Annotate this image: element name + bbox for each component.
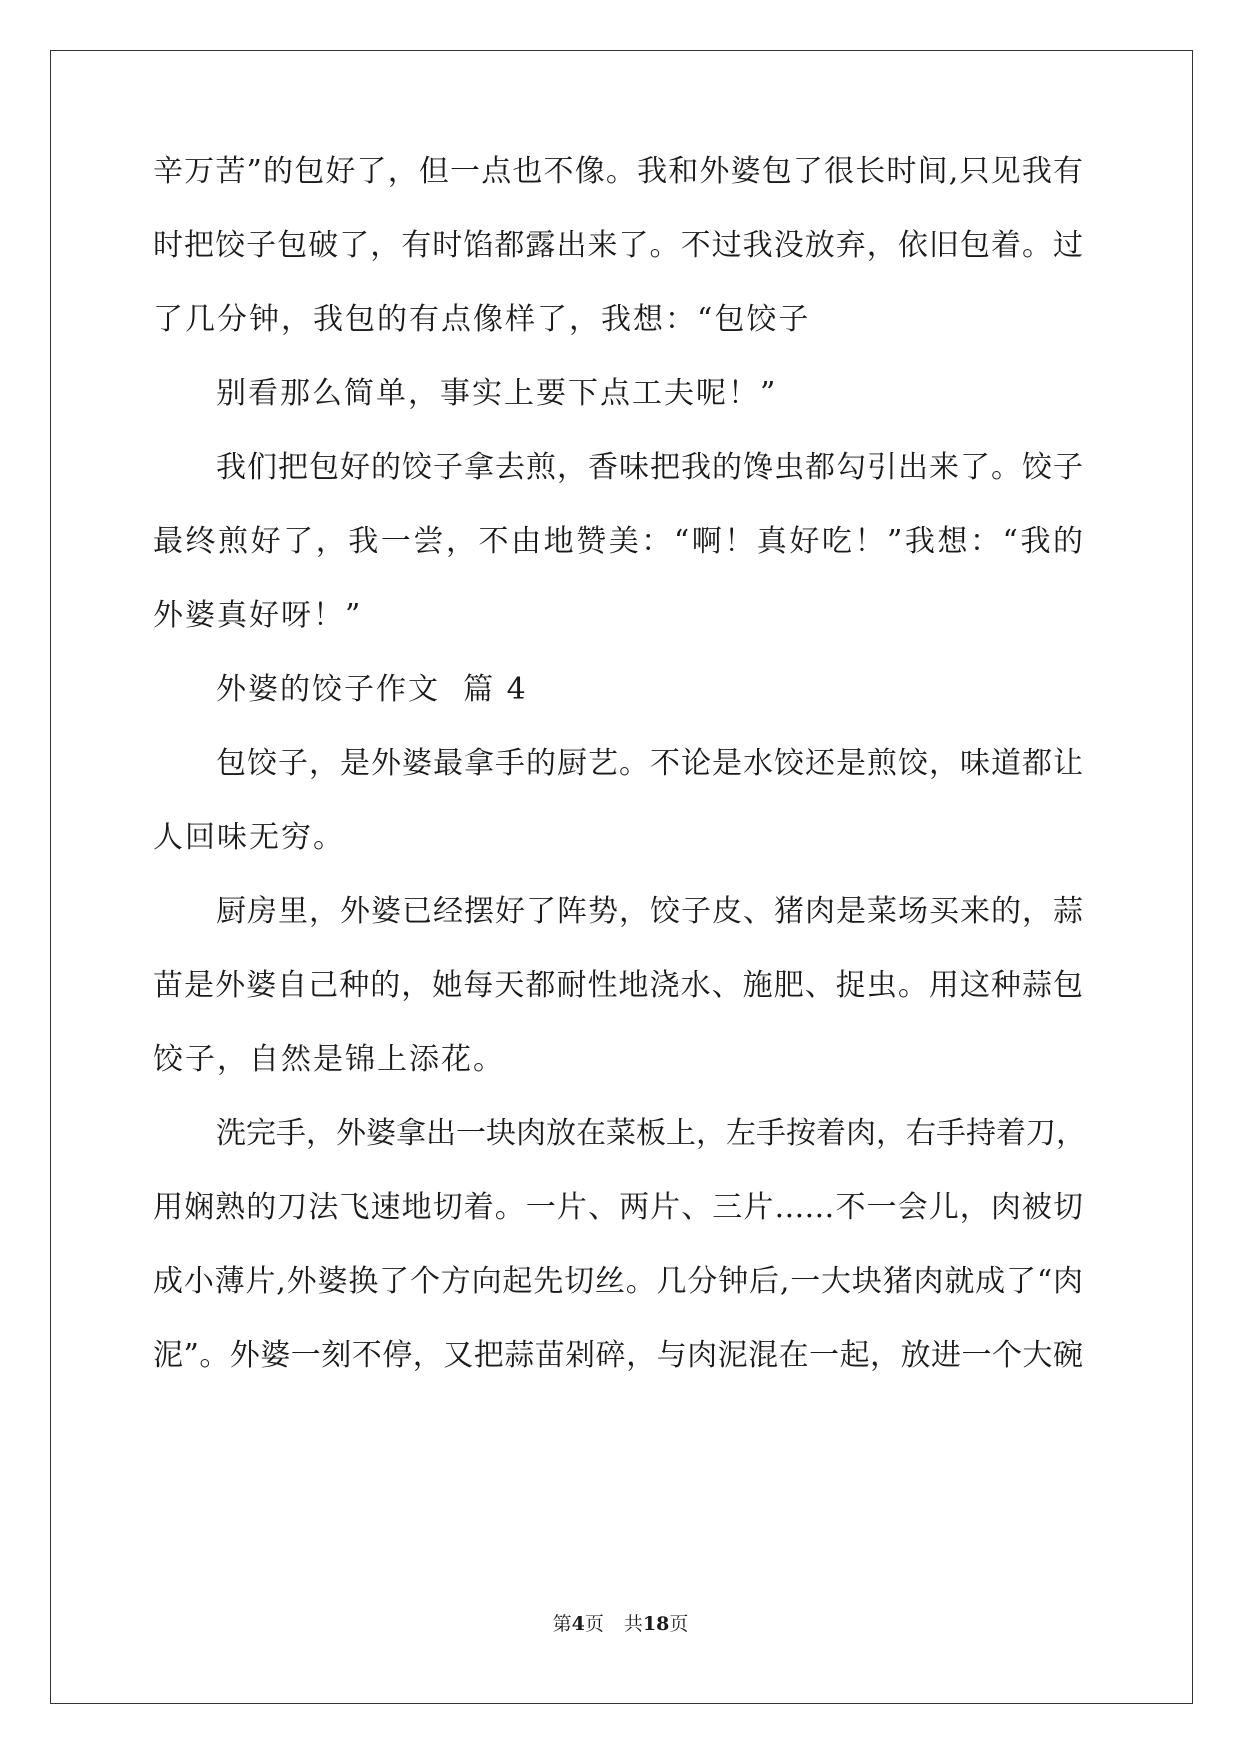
body-line: 辛万苦”的包好了，但一点也不像。我和外婆包了很长时间,只见我有 <box>153 154 1083 189</box>
body-line: 洗完手，外婆拿出一块肉放在菜板上，左手按着肉，右手持着刀， <box>216 1116 1086 1151</box>
total-pages: 18 <box>642 1613 670 1635</box>
body-line: 泥”。外婆一刻不停，又把蒜苗剁碎，与肉泥混在一起，放进一个大碗 <box>153 1338 1083 1373</box>
body-line: 厨房里，外婆已经摆好了阵势，饺子皮、猪肉是菜场买来的，蒜 <box>216 894 1083 929</box>
body-line: 别看那么简单，事实上要下点工夫呢！” <box>216 376 778 411</box>
body-line: 我们把包好的饺子拿去煎，香味把我的馋虫都勾引出来了。饺子 <box>216 450 1083 485</box>
body-line: 苗是外婆自己种的，她每天都耐性地浇水、施肥、捉虫。用这种蒜包 <box>153 968 1083 1003</box>
body-line: 外婆真好呀！” <box>153 598 363 633</box>
footer-prefix: 第 <box>552 1613 572 1635</box>
page-border <box>50 50 1193 1704</box>
body-line: 成小薄片,外婆换了个方向起先切丝。几分钟后,一大块猪肉就成了“肉 <box>153 1264 1083 1299</box>
body-line: 时把饺子包破了，有时馅都露出来了。不过我没放弃，依旧包着。过 <box>153 228 1083 263</box>
page-footer <box>0 1612 1241 1636</box>
footer-total-suffix: 页 <box>669 1613 689 1635</box>
body-line: 包饺子，是外婆最拿手的厨艺。不论是水饺还是煎饺，味道都让 <box>216 746 1083 781</box>
body-line: 人回味无穷。 <box>153 820 345 855</box>
footer-total-prefix: 共 <box>623 1613 643 1635</box>
section-heading: 外婆的饺子作文 篇 4 <box>216 672 528 707</box>
footer-page-suffix: 页 <box>584 1613 604 1635</box>
page-number: 4 <box>571 1613 585 1635</box>
body-line: 用娴熟的刀法飞速地切着。一片、两片、三片……不一会儿，肉被切 <box>153 1190 1083 1225</box>
body-line: 了几分钟，我包的有点像样了，我想：“包饺子 <box>153 302 811 337</box>
body-line: 饺子，自然是锦上添花。 <box>153 1042 505 1077</box>
body-line: 最终煎好了，我一尝，不由地赞美：“啊！真好吃！”我想：“我的 <box>153 524 1083 559</box>
